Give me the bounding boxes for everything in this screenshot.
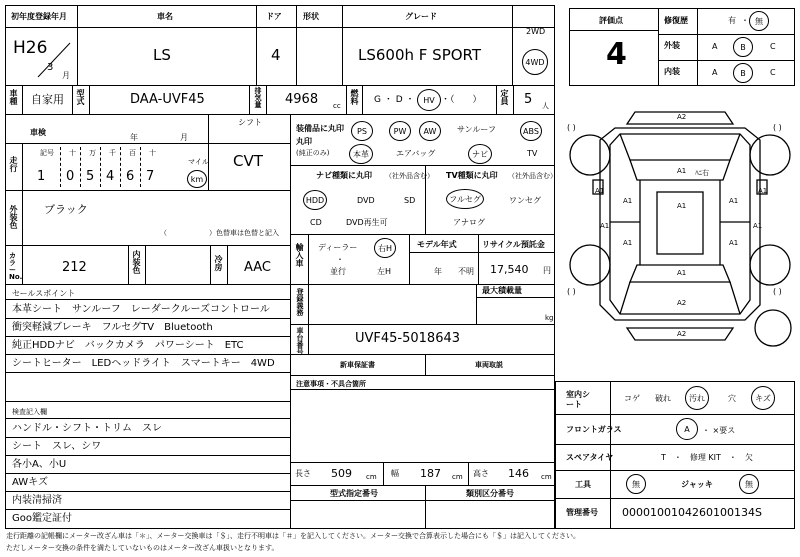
sale-points-label: セールスポイント [12,289,76,298]
rule [5,491,290,492]
svg-text:A1: A1 [753,222,763,230]
equipment2-1: エアバッグ [396,149,436,158]
tv-fullseg-circled: フルセグ [446,189,484,209]
int-color-label: 内装色 [132,250,141,274]
equipment-3: サンルーフ [457,125,496,134]
odometer-digit-4: 6 [126,169,135,184]
svg-text:ﾊﾆ右: ﾊﾆ右 [695,169,709,177]
odometer-digit-1: 0 [66,169,75,184]
glass-label: フロントガラス [566,425,622,434]
fuel-other: ・（ ） [441,95,482,105]
nav-sub: （社外品含む） [385,172,434,180]
odometer-header-3: 千 [109,149,116,157]
door-count: 4 [271,46,281,64]
int-b-circled: B [733,63,753,83]
height-label: 高さ [473,469,489,478]
warranty-label: 新車保証書 [340,361,375,369]
svg-text:A1: A1 [677,167,687,175]
odometer-header-0: 記号 [40,149,54,157]
chassis-label: 車台番号 [296,327,304,355]
svg-text:( ): ( ) [567,123,576,132]
seat-stain-circled: 汚れ [685,386,709,410]
rule [5,354,290,355]
svg-text:A1: A1 [623,197,633,205]
nav-cd: CD [310,218,322,227]
car-name-label: 車名 [157,12,173,21]
mgmt-label: 管理番号 [566,508,598,517]
equipment2-3: TV [527,149,538,158]
interior-label: 内装 [664,67,680,76]
height: 146 [508,467,529,480]
person-unit: 人 [542,102,549,110]
odometer-divider [80,147,81,187]
usage: 自家用 [31,93,64,106]
nav-sd: SD [404,196,416,205]
seat-burn: コゲ [624,394,640,403]
ext-color-label: 外装色 [9,205,18,229]
max-load-label: 最大積載量 [482,286,522,295]
odometer-digit-3: 4 [106,169,115,184]
int-a: A [712,68,718,77]
seat-scratch-circled: キズ [751,386,775,410]
rule [5,318,290,319]
manual-label: 車両取説 [475,361,503,369]
mile-label: マイル [188,158,209,166]
rule [5,455,290,456]
inspection-note-line: ハンドル・シフト・トリム スレ [12,423,162,434]
equipment2-2-circled: ナビ [468,144,492,164]
recycle-yen: 円 [543,266,551,275]
import-dot: ・ [336,255,344,264]
capacity: 5 [524,92,533,107]
spare-options: T ・ 修理 KIT ・ 欠 [661,453,753,462]
color-no-label: カラーNo. [9,252,23,281]
footer-note-2: ただしメーター交換の条件を満たしていないものはメーター改ざん車扱いとなります。 [6,544,279,552]
svg-text:( ): ( ) [773,123,782,132]
fuel-label: 燃料 [350,89,359,105]
tv-oneseg: ワンセグ [509,196,541,205]
equipment-label-2: 丸印 [296,137,312,146]
height-unit: cm [541,473,552,481]
model-year-unit: 年 [434,267,442,276]
model-year-unknown: 不明 [458,267,474,276]
footer-note-1: 走行距離の記帳欄にメーター改ざん車は「＊」、メーター交換車は「＄」、走行不明車は「＃」を記入してください。メーター交換で合算表示した場合にも「＄」は記入してください。 [6,532,580,540]
equipment-label: 装備品に丸印 [296,124,344,133]
sale-point-line: シートヒーター LEDヘッドライト スマートキー 4WD [12,358,275,369]
equipment-2-circled: AW [419,121,441,141]
reg-era-year: H26 [13,38,48,58]
tv-label: TV種類に丸印 [446,171,498,180]
odometer-divider [60,147,61,187]
odometer-divider [100,147,101,187]
import-left: 左H [377,267,392,276]
car-name: LS [153,46,171,64]
equipment-4-circled: ABS [520,121,542,141]
width-unit: cm [452,473,463,481]
nav-dvd: DVD [357,196,375,205]
length-label: 長さ [295,469,311,478]
import-dealer: ディーラー [318,243,358,252]
odometer-divider [140,147,141,187]
width: 187 [420,467,441,480]
score-label: 評価点 [599,16,623,25]
inspection-note-line: 内装清掃済 [12,495,62,506]
ext-color: ブラック [44,203,88,216]
inspection-note-line: 各小A、小U [12,459,67,470]
equipment-sublabel: (純正のみ) [296,149,330,157]
door-label: ドア [266,12,282,21]
svg-text:( ): ( ) [773,287,782,296]
width-label: 幅 [391,469,399,478]
shift: CVT [233,152,263,170]
drive-2wd: 2WD [526,27,546,36]
sale-point-line: 衝突軽減ブレーキ フルセグTV Bluetooth [12,322,213,333]
seat-tear: 破れ [655,394,671,403]
shift-label: シフト [238,118,262,127]
category-label: 類別区分番号 [466,489,514,498]
tools-label: 工具 [575,480,591,489]
odometer-digit-0: 1 [37,169,46,184]
svg-text:A1: A1 [677,202,687,210]
length: 509 [331,467,352,480]
ac-label: 冷房 [214,255,223,271]
svg-text:A1: A1 [729,239,739,247]
repaint-note: （ ）色替車は色替と記入 [160,229,279,237]
import-parallel: 並行 [330,267,346,276]
type-label: 型式 [76,89,85,105]
svg-text:A2: A2 [677,299,687,307]
inspection-month: 月 [180,133,188,142]
grade: LS600h F SPORT [358,46,482,64]
capacity-label: 定員 [500,89,509,105]
reg-month-unit: 月 [62,71,70,80]
designation-label: 型式指定番号 [330,489,378,498]
ext-b-circled: B [733,37,753,57]
glass-a-circled: A [676,418,698,440]
tools-none-circled: 無 [626,474,646,494]
chassis-number: UVF45-5018643 [355,331,461,346]
odometer-header-1: 十 [69,149,76,157]
ext-c: C [770,42,776,51]
ext-a: A [712,42,718,51]
svg-text:A2: A2 [677,113,687,121]
reg-year-label: 初年度登録年月 [11,12,67,21]
rule [5,372,290,373]
spare-label: スペアタイヤ [566,453,614,462]
import-right-circled: 右H [374,238,396,258]
displacement-label: 排気量 [254,87,262,108]
nav-hdd-circled: HDD [303,190,327,210]
drive-4wd-circled: 4WD [522,49,548,75]
svg-text:A2: A2 [677,330,687,338]
odometer-digit-5: 7 [146,169,155,184]
usage-label: 車種 [9,89,18,105]
displacement: 4968 [285,92,319,107]
rule [5,473,290,474]
model-year-label: モデル年式 [417,240,457,249]
overall-score: 4 [606,37,627,72]
equipment-0-circled: PS [351,121,373,141]
seat-hole: 穴 [728,394,736,403]
inspection-year: 年 [130,133,138,142]
fuel-hv-circled: HV [417,89,441,111]
ac: AAC [244,260,271,275]
repair-none-circled: 無 [749,11,769,31]
grade-label: グレード [405,12,437,21]
recycle-label: リサイクル預託金 [482,240,545,249]
svg-text:A1: A1 [623,239,633,247]
inspection-note-line: Goo鑑定証付 [12,513,72,524]
svg-text:A1: A1 [758,187,768,195]
equipment2-0-circled: 本革 [349,144,373,164]
rule [5,437,290,438]
kg-unit: kg [545,314,554,322]
odometer-header-5: 十 [149,149,156,157]
recycle-amount: 17,540 [490,263,529,276]
km-circled: km [187,170,207,188]
rule [5,509,290,510]
odometer-divider [120,147,121,187]
svg-text:A1: A1 [677,269,687,277]
sale-point-line: 純正HDDナビ バックカメラ パワーシート ETC [12,340,244,351]
odometer-header-2: 万 [89,149,96,157]
inspection-note-line: シート スレ、シワ [12,441,102,452]
color-no: 212 [62,260,87,275]
nav-label: ナビ種類に丸印 [316,171,372,180]
mgmt-number: 0000100104260100134S [622,506,762,519]
svg-text:A1: A1 [729,197,739,205]
cc-unit: cc [333,102,341,110]
nav-dvd-play: DVD再生可 [346,218,388,227]
sale-point-line: 本革シート サンルーフ レーダークルーズコントロール [12,304,270,315]
fuel-options: G ・ D ・ [374,95,415,105]
repair-label: 修復歴 [664,16,688,25]
notes-label: 注意事項・不具合箇所 [296,380,366,388]
int-c: C [770,68,776,77]
seat-label: 室内シート [566,390,590,410]
odometer-digit-2: 5 [86,169,95,184]
svg-text:( ): ( ) [567,287,576,296]
mileage-label: 走行 [9,156,18,172]
jack-none-circled: 無 [739,474,759,494]
inspection-label: 車検 [30,128,46,137]
length-unit: cm [366,473,377,481]
equipment-1-circled: PW [389,121,411,141]
reg-duty-label: 登録義務 [296,288,304,316]
rule [5,336,290,337]
odometer-header-4: 百 [129,149,136,157]
model-type: DAA-UVF45 [130,92,205,107]
jack-label: ジャッキ [681,480,713,489]
model-shape-label: 形状 [303,12,319,21]
glass-rest: ・ ×要ス [702,426,736,435]
inspection-notes-label: 検査記入欄 [12,408,47,416]
exterior-label: 外装 [664,41,680,50]
vehicle-damage-diagram [565,100,795,380]
repair-sep: ・ [741,16,749,25]
tv-analog: アナログ [453,218,485,227]
svg-text:A1: A1 [600,222,610,230]
inspection-note-line: AWキズ [12,477,48,488]
import-label: 輸入車 [295,243,304,267]
reg-month: 3 [47,62,54,73]
svg-text:A1: A1 [595,187,605,195]
repair-yes: 有 [728,16,736,25]
tv-sub: （社外品含む） [508,172,557,180]
